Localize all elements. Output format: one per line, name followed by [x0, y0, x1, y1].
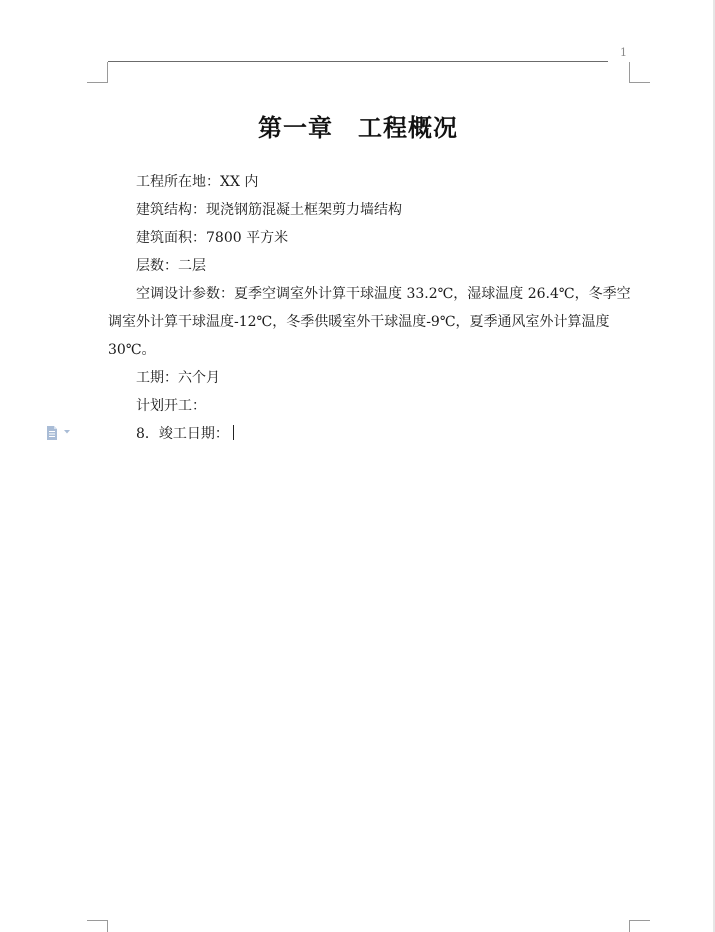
paragraph-planned-start[interactable]: 计划开工： — [136, 398, 206, 414]
crop-mark-top-right — [629, 62, 650, 83]
header-rule — [108, 61, 608, 62]
paragraph-floors[interactable]: 层数：二层 — [136, 258, 206, 274]
paragraph-ac-line: 调室外计算干球温度-12℃，冬季供暖室外干球温度-9℃，夏季通风室外计算温度 — [108, 314, 610, 330]
paragraph-duration[interactable]: 工期：六个月 — [136, 370, 220, 386]
crop-mark-bottom-left — [87, 920, 108, 932]
text-caret — [233, 425, 234, 440]
page-number: 1 — [620, 46, 627, 59]
paragraph-completion-date[interactable] — [108, 420, 658, 448]
paragraph-ac-line: 空调设计参数：夏季空调室外计算干球温度 33.2℃，湿球温度 26.4℃，冬季空 — [136, 286, 631, 302]
completion-date-text: 8．竣工日期： — [136, 426, 229, 442]
chevron-down-icon[interactable] — [63, 429, 71, 435]
crop-mark-top-left — [87, 62, 108, 83]
paragraph-ac-parameters[interactable] — [108, 280, 630, 364]
paragraph-doc-icon[interactable] — [46, 426, 58, 440]
paragraph-structure[interactable]: 建筑结构：现浇钢筋混凝土框架剪力墙结构 — [136, 202, 402, 218]
chapter-title[interactable]: 第一章 工程概况 — [258, 114, 458, 142]
paragraph-ac-line: 30℃。 — [108, 342, 156, 358]
paragraph-area[interactable]: 建筑面积：7800 平方米 — [136, 230, 289, 246]
paragraph-location[interactable]: 工程所在地：XX 内 — [136, 174, 259, 190]
crop-mark-bottom-right — [629, 920, 650, 932]
